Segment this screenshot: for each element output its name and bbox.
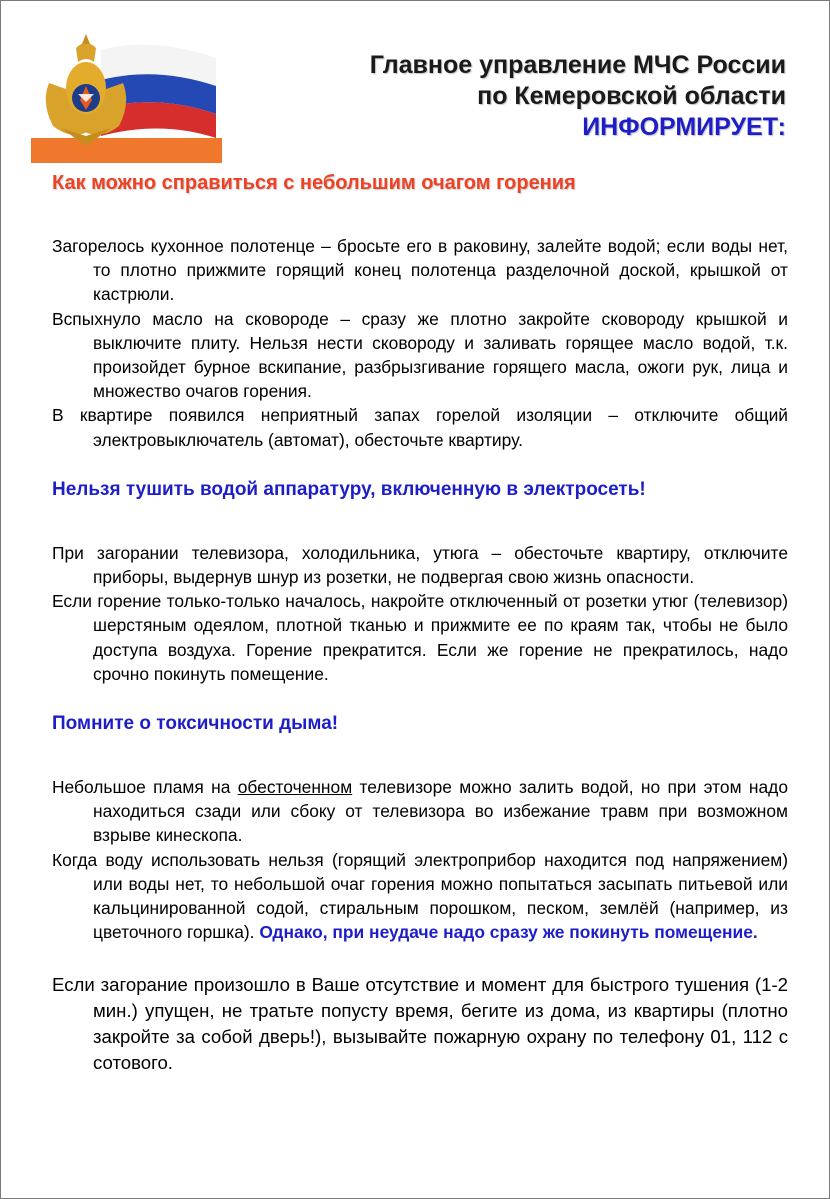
header-informs: ИНФОРМИРУЕТ: — [582, 113, 786, 141]
mchs-emblem-logo — [31, 28, 222, 163]
header-line-2: по Кемеровской области — [477, 82, 786, 110]
section3-paragraph-2 — [52, 848, 788, 945]
section1-paragraph-1: Загорелось кухонное полотенце – бросьте его в раковину, залейте водой; если воды нет, то плотно прижмите горящий конец полотенца разделочной доской, крышкой от кастрюли. — [52, 236, 788, 305]
section3-paragraph-1 — [52, 775, 788, 848]
section3-p1-underlined: обесточенном — [237, 777, 353, 798]
section3-title: Помните о токсичности дыма! — [52, 713, 339, 735]
section2-paragraph-2: Если горение только-только началось, накройте отключенный от розетки утюг (телевизор) шерстяным одеялом, плотной тканью и прижмите ее по краям так, чтобы не было доступа воздуха. Горение прекратится. Если же горение не прекратилось, надо срочно покинуть помещение. — [52, 591, 788, 684]
section3-p1-start: Небольшое пламя на — [52, 777, 238, 798]
section2-paragraph-1: При загорании телевизора, холодильника, утюга – обесточьте квартиру, отключите приборы, выдернув шнур из розетки, не подвергая свою жизнь опасности. — [52, 542, 788, 588]
section3-p2-text: Когда воду использовать нельзя (горящий электроприбор находится под напряжением) или воды нет, то небольшой очаг горения можно попытаться засыпать питьевой или кальцинированной содой, стиральным порошком, песком, землёй (например, из цветочного горшка). — [52, 849, 788, 943]
section3-p1-end: телевизоре можно залить водой, но при этом надо находиться сзади или сбоку от телевизора во избежание травм при возможном взрыве кинескопа. — [93, 777, 788, 846]
header-line-1: Главное управление МЧС России — [369, 51, 786, 79]
document-body — [52, 170, 788, 1076]
section1-paragraph-3: В квартире появился неприятный запах горелой изоляции – отключите общий электровыключатель (автомат), обесточьте квартиру. — [52, 405, 788, 450]
section1-paragraph-2: Вспыхнуло масло на сковороде – сразу же плотно закройте сковороду крышкой и выключите плиту. Нельзя нести сковороду и заливать горящее масло водой, т.к. произойдет бурное вскипание, разбрызгивание горящего масла, ожоги рук, лица и множество очагов горения. — [52, 308, 788, 402]
final-paragraph: Если загорание произошло в Ваше отсутствие и момент для быстрого тушения (1-2 мин.) упущен, не тратьте попусту время, бегите из дома, из квартиры (плотно закройте за собой дверь!), вызывайте пожарную охрану по телефону 01, 112 с сотового. — [52, 974, 788, 1074]
section3-p2-warning: Однако, при неудаче надо сразу же покинуть помещение. — [259, 922, 758, 943]
section2-title: Нельзя тушить водой аппаратуру, включенную в электросеть! — [52, 478, 646, 500]
header-title — [370, 50, 786, 143]
section1-title: Как можно справиться с небольшим очагом горения — [52, 172, 576, 194]
